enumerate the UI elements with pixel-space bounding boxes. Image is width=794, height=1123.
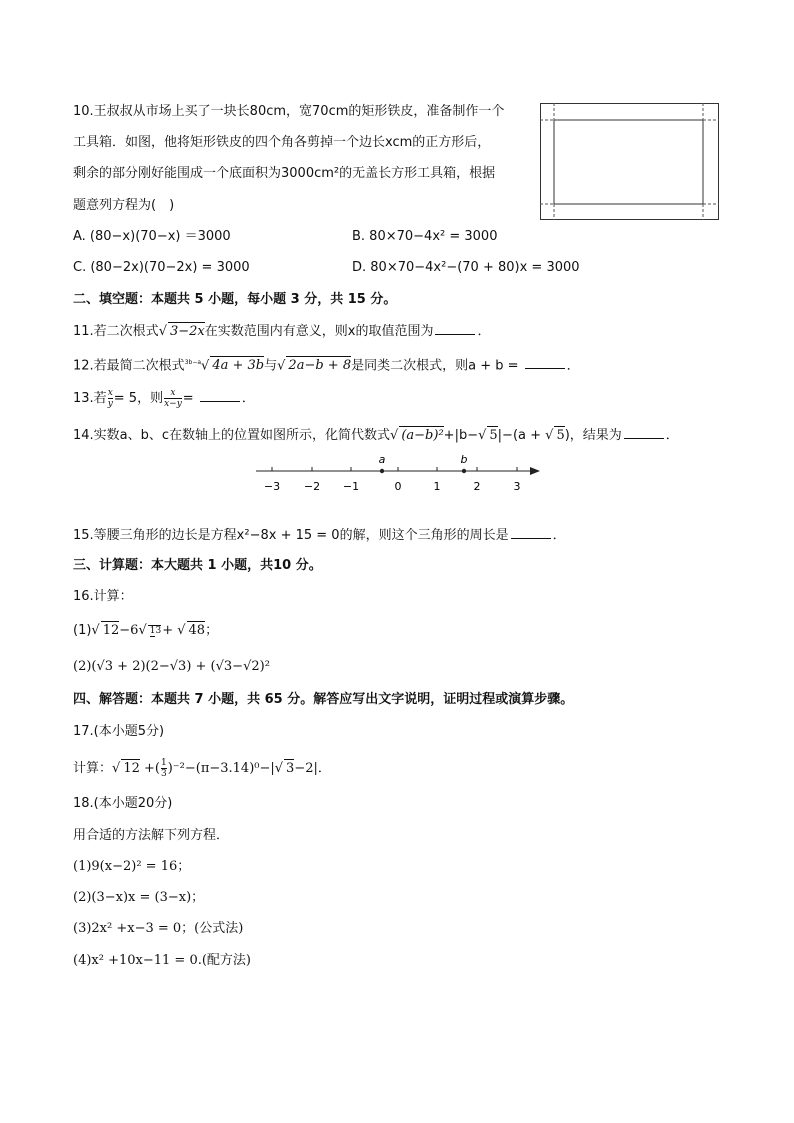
q11-blank — [435, 322, 475, 335]
q13-end: ． — [241, 391, 255, 406]
tick-label: 3 — [513, 480, 521, 493]
q17-pre: 计算： — [73, 761, 113, 776]
q18-part4: (4)x² +10x−11 = 0.(配方法) — [73, 953, 251, 968]
q14-number-line — [250, 450, 550, 496]
q12-pre: 12.若最简二次根式 — [73, 358, 185, 374]
q14-blank — [624, 426, 664, 439]
q12-post: 是同类二次根式，则a + b = — [351, 358, 523, 374]
q10-line1: 10.王叔叔从市场上买了一块长80cm，宽70cm的矩形铁皮，准备制作一个 — [73, 104, 505, 119]
q17-rad2: 3 — [286, 761, 295, 776]
q17-end: −2|． — [294, 761, 331, 776]
q10-option-c: C. (80−2x)(70−2x) = 3000 — [73, 260, 250, 275]
q16-p1-label: (1) — [73, 623, 92, 638]
q12-end: ． — [566, 358, 580, 374]
q15-blank — [511, 526, 551, 539]
q13-blank — [200, 389, 240, 402]
tick-label: −1 — [342, 480, 360, 493]
point-a — [380, 469, 384, 473]
q18-part2: (2)(3−x)x = (3−x)； — [73, 890, 205, 905]
q16-part2: (2)(√3 + 2)(2−√3) + (√3−√2)² — [73, 659, 270, 674]
point-b-label: b — [460, 453, 468, 466]
q17-plus: +( — [139, 761, 160, 776]
q14-radicand: (a−b)² — [401, 428, 444, 443]
q18-part1: (1)9(x−2)² = 16； — [73, 859, 191, 874]
q16-p1-mid: −6 — [119, 623, 139, 638]
section2-heading: 二、填空题：本题共 5 小题，每小题 3 分，共 15 分。 — [73, 292, 397, 307]
q12-blank — [525, 356, 565, 369]
q12-radicand2: 2a−b + 8 — [288, 358, 352, 374]
q15-text: 15.等腰三角形的边长是方程x²−8x + 15 = 0的解，则这个三角形的周长是 — [73, 528, 509, 543]
q15-end: ． — [552, 528, 566, 543]
q18-part3: (3)2x² +x−3 = 0；(公式法) — [73, 921, 244, 936]
q16-p1-end: ； — [205, 623, 219, 638]
q10-figure — [540, 103, 720, 221]
q16-p1-plus: + — [162, 623, 178, 638]
q17-title: 17.(本小题5分) — [73, 724, 165, 739]
q13-eq: = 5，则 — [113, 391, 164, 406]
tick-label: −2 — [303, 480, 321, 493]
q10-line2: 工具箱．如图，他将矩形铁皮的四个角各剪掉一个边长xcm的正方形后， — [73, 135, 491, 150]
section4-heading: 四、解答题：本题共 7 小题，共 65 分。解答应写出文字说明，证明过程或演算步骤。 — [73, 692, 574, 707]
section3-heading: 三、计算题：本大题共 1 小题，共10 分。 — [73, 558, 322, 573]
q17-rad1: 12 — [123, 761, 140, 776]
q10-option-d: D. 80×70−4x²−(70 + 80)x = 3000 — [352, 260, 580, 275]
q17-expression: 计算：√ 12 +( $\frac{1}{3}$ )⁻²−(π−3.14)⁰−|√ 3−2|． — [73, 758, 331, 779]
q14-rad5b: 5 — [556, 428, 565, 443]
q16-p1-rad1: 12 — [102, 623, 120, 638]
point-b — [462, 469, 466, 473]
q12-radicand1: 4a + 3b — [212, 358, 265, 374]
q16-p1-fraction: 13 — [149, 626, 162, 636]
q10-line3: 剩余的部分刚好能围成一个底面积为3000cm²的无盖长方形工具箱，根据 — [73, 166, 496, 181]
q14-post: )，结果为 — [564, 428, 622, 443]
q16-part1: (1)√ 12−6√ 13+ √ 48； — [73, 623, 219, 638]
q11: 11.若二次根式√ 3−2x在实数范围内有意义，则x的取值范围为 ． — [73, 324, 491, 339]
q12-index: 3b−a — [184, 359, 202, 366]
q14-end: ． — [665, 428, 679, 443]
q10-option-a: A. (80−x)(70−x) ＝3000 — [73, 229, 231, 244]
q13-fraction1: $\frac{x}{y}$ — [107, 388, 113, 409]
q15 — [73, 526, 566, 545]
q14-pre: 14.实数a、b、c在数轴上的位置如图所示，化简代数式 — [73, 428, 391, 443]
tick-label: −3 — [263, 480, 281, 493]
point-a-label: a — [378, 453, 386, 466]
q17-fraction: $\frac{1}{3}$ — [160, 758, 167, 779]
q13-fraction2: $\frac{x}{x-y}$ — [164, 388, 182, 409]
q18-title: 18.(本小题20分) — [73, 796, 173, 811]
tick-label: 0 — [394, 480, 402, 493]
q10-option-b: B. 80×70−4x² = 3000 — [352, 229, 498, 244]
tick-label: 2 — [473, 480, 481, 493]
q13-pre: 13.若 — [73, 391, 107, 406]
q13-post: = — [182, 391, 198, 406]
q14-rad5: 5 — [489, 428, 498, 443]
q12: 12.若最简二次根式$^{3b-a}$√ 4a + 3b与√ 2a−b + 8是同类二次根式，则a + b = ． — [73, 358, 580, 374]
q18-intro: 用合适的方法解下列方程． — [73, 828, 230, 843]
q11-radicand: 3−2x — [169, 324, 205, 339]
q11-pre: 11.若二次根式 — [73, 324, 159, 339]
q13 — [73, 388, 255, 409]
q16-title: 16.计算： — [73, 589, 133, 604]
q14-mid2: |−(a + — [497, 428, 546, 443]
q14-mid: +|b− — [443, 428, 479, 443]
q17-post: )⁻²−(π−3.14)⁰−| — [167, 761, 275, 776]
q12-mid: 与 — [264, 358, 278, 374]
q14: 14.实数a、b、c在数轴上的位置如图所示，化简代数式√ (a−b)²+|b−√ 5|−(a + √ 5)，结果为 ． — [73, 428, 679, 443]
q10-line4: 题意列方程为( ) — [73, 198, 175, 213]
q16-p1-rad2: 48 — [188, 623, 206, 638]
q11-post: 在实数范围内有意义，则x的取值范围为 — [204, 324, 434, 339]
q11-end: ． — [477, 324, 491, 339]
tick-label: 1 — [433, 480, 441, 493]
